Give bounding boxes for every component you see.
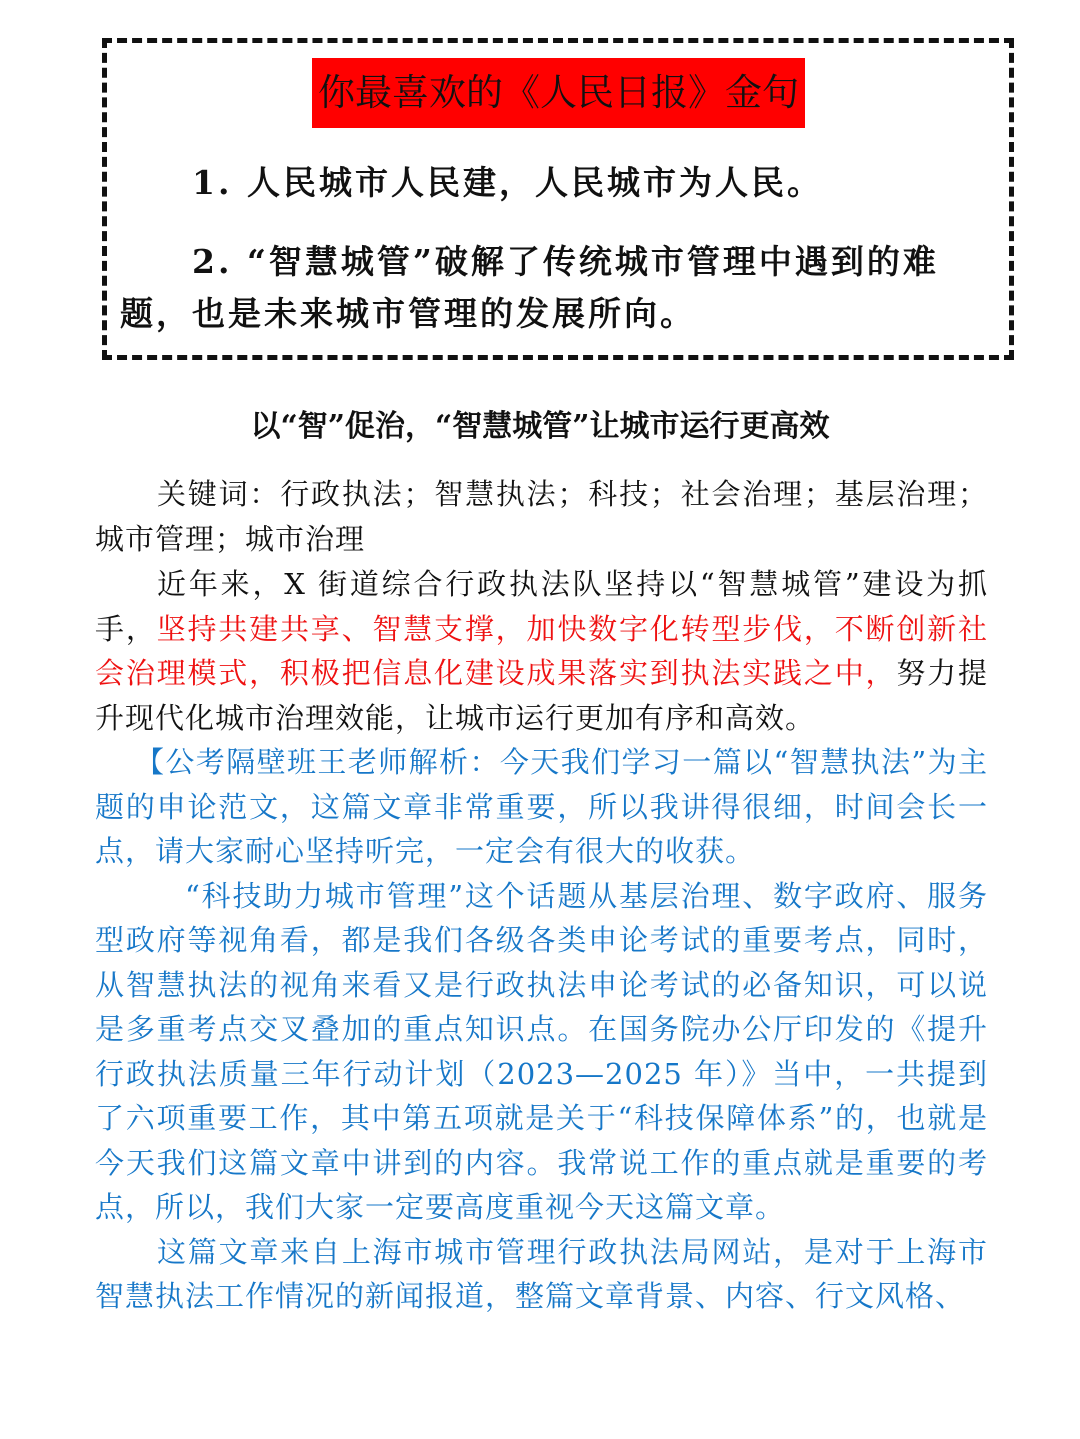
intro-text-before: 近年来，X 街道综合行政执法队坚持以“智慧城管”建设为抓手， bbox=[95, 567, 988, 646]
analysis-paragraph-2: “科技助力城市管理”这个话题从基层治理、数字政府、服务型政府等视角看，都是我们各级各类申论考试的重要考点，同时，从智慧执法的视角来看又是行政执法申论考试的必备知识，可以说是多重考点交叉叠加的重点知识点。在国务院办公厅印发的《提升行政执法质量三年行动计划（2023—2025 年）》当中，一共提到了六项重要工作，其中第五项就是关于“科技保障体系”的，也就是今天我们这篇文章中讲到的内容。我常说工作的重点就是重要的考点，所以，我们大家一定要高度重视今天这篇文章。 bbox=[95, 878, 988, 1224]
intro-paragraph bbox=[95, 562, 988, 740]
analysis-paragraph-3: 这篇文章来自上海市城市管理行政执法局网站，是对于上海市智慧执法工作情况的新闻报道，整篇文章背景、内容、行文风格、 bbox=[95, 1234, 988, 1313]
article-title: 以“智”促治，“智慧城管”让城市运行更高效 bbox=[250, 409, 830, 444]
keywords-paragraph: 关键词：行政执法；智慧执法；科技；社会治理；基层治理；城市管理；城市治理 bbox=[95, 477, 988, 556]
analysis-paragraph-1: 【公考隔壁班王老师解析：今天我们学习一篇以“智慧执法”为主题的申论范文，这篇文章非常重要，所以我讲得很细，时间会长一点，请大家耐心坚持听完，一定会有很大的收获。 bbox=[95, 745, 988, 868]
article-content bbox=[95, 472, 988, 1319]
intro-text-after: 努力提升现代化城市治理效能，让城市运行更加有序和高效。 bbox=[95, 656, 988, 735]
quote-box-title: 你最喜欢的《人民日报》金句 bbox=[312, 58, 805, 128]
quote-item-1: 1. 人民城市人民建，人民城市为人民。 bbox=[192, 163, 823, 202]
quote-item-2: 2. “智慧城管”破解了传统城市管理中遇到的难题，也是未来城市管理的发展所向。 bbox=[120, 242, 939, 333]
intro-highlight-text: 坚持共建共享、智慧支撑，加快数字化转型步伐，不断创新社会治理模式，积极把信息化建设成果落实到执法实践之中， bbox=[95, 611, 988, 690]
